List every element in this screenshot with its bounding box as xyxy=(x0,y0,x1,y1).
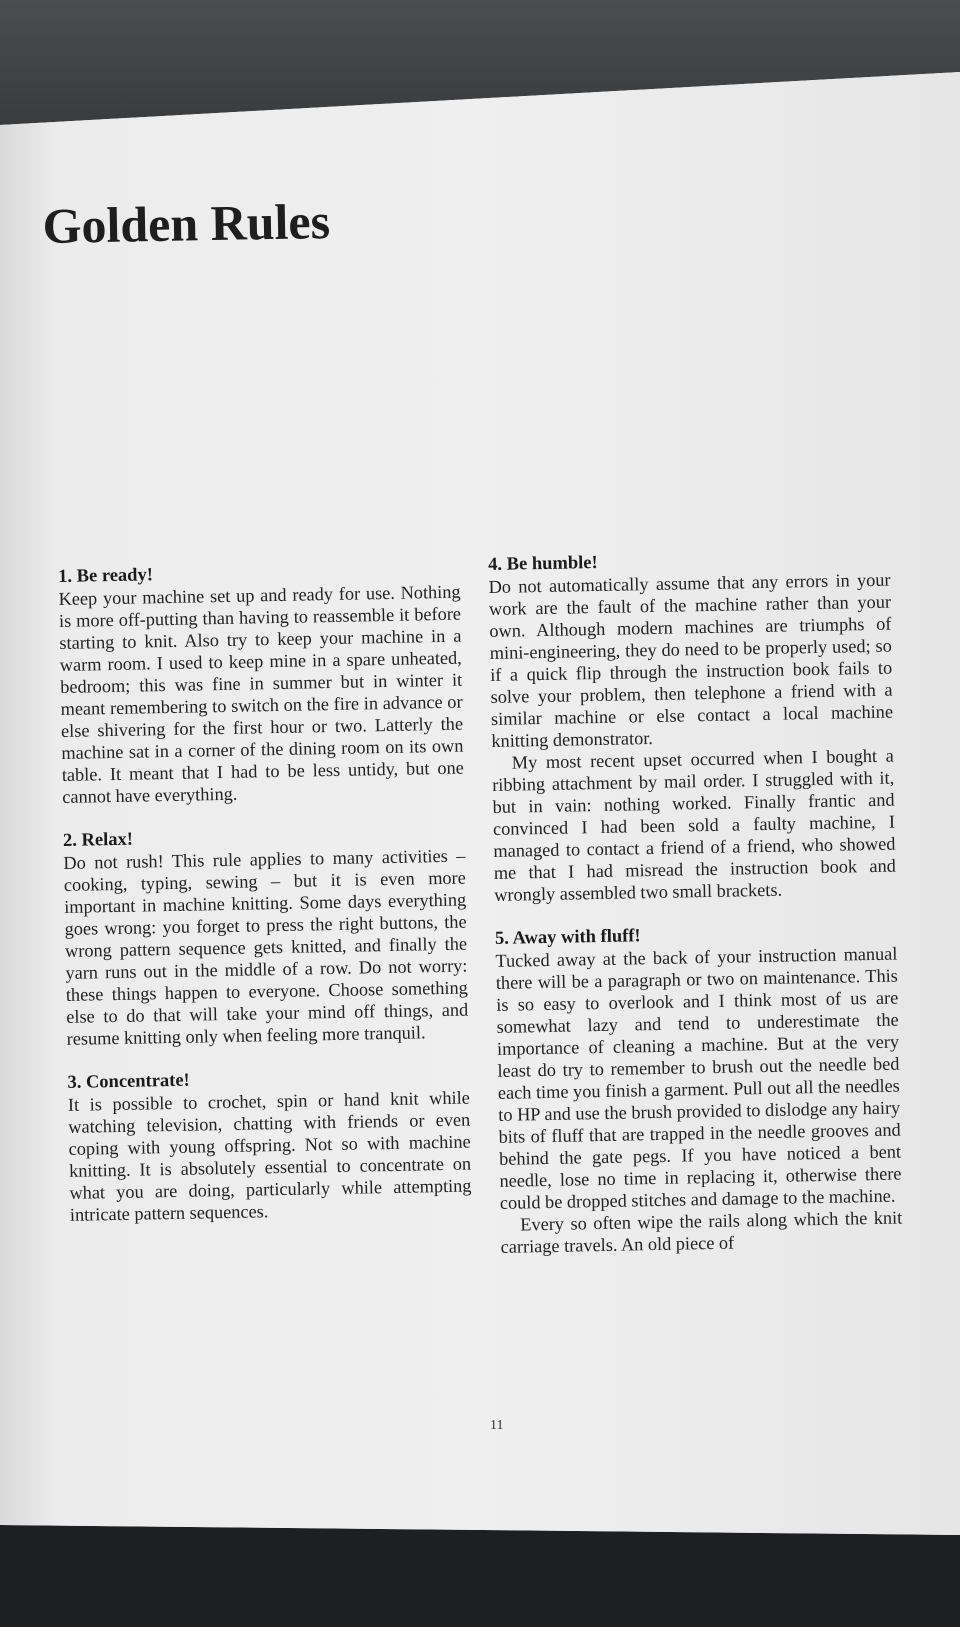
section-heading: 1. Be ready! xyxy=(58,565,154,587)
section-heading: 3. Concentrate! xyxy=(67,1070,190,1093)
left-column xyxy=(58,559,472,1246)
section-paragraph: Do not rush! This rule applies to many activities – cooking, typing, sewing – but it is even more important in machine knitting. Some days everything goes wrong: you forget to press the right buttons, the wrong pattern sequence gets knitted, and finally the yarn runs out in the middle of a row. Do not worry: these things happen to everyone. Choose something else to do that will take your mind off things, and resume knitting only when feeling more tranquil. xyxy=(63,845,469,1049)
section-paragraph: Do not automatically assume that any errors in your work are the fault of the machine rather than your own. Although modern machines are triumphs of mini-engineering, they do need to be properly used; so if a quick flip through the instruction book fails to solve your problem, then telephone a friend with a similar machine or else contact a local machine knitting demonstrator. xyxy=(488,569,894,751)
section-be-humble xyxy=(488,547,896,906)
section-heading: 4. Be humble! xyxy=(488,552,598,575)
page-number: 11 xyxy=(490,1418,504,1433)
page-title: Golden Rules xyxy=(42,192,331,254)
section-paragraph: My most recent upset occurred when I bought a ribbing attachment by mail order. I struggled with it, but in vain: nothing worked. Finally frantic and convinced I had been sold a faulty machine, I managed to contact a friend of a friend, who showed me that I had misread the instruction book and wrongly assembled two small brackets. xyxy=(492,745,896,905)
section-relax xyxy=(63,823,469,1050)
right-column xyxy=(488,547,903,1278)
section-away-with-fluff xyxy=(495,921,903,1258)
section-heading: 5. Away with fluff! xyxy=(494,926,641,949)
section-paragraph: It is possible to crochet, spin or hand knit while watching television, chatting with friends or even coping with young offspring. Not so with machine knitting. It is absolutely essential to concentrate on what you are doing, particularly while attempting intricate pattern sequences. xyxy=(67,1087,472,1225)
section-be-ready xyxy=(58,559,464,808)
section-paragraph: Every so often wipe the rails along which the knit carriage travels. An old piece of xyxy=(500,1207,903,1257)
section-heading: 2. Relax! xyxy=(62,829,134,851)
section-concentrate xyxy=(67,1065,472,1226)
section-paragraph: Keep your machine set up and ready for use. Nothing is more off-putting than having to reassemble it before starting to knit. Also try to keep your machine in a warm room. I used to keep mine in a spare unheated, bedroom; this was fine in summer but in winter it meant remembering to switch on the fire in advance or else shivering for the first hour or two. Latterly the machine sat in a corner of the dining room on its own table. It meant that I had to be less untidy, but one cannot have everything. xyxy=(58,581,464,807)
section-paragraph: Tucked away at the back of your instruction manual there will be a paragraph or two on maintenance. This is so easy to overlook and I think most of us are somewhat lazy and tend to underestimate the importance of cleaning a machine. But at the very least do try to remember to brush out the needle bed each time you finish a garment. Pull out all the needles to HP and use the brush provided to dislodge any hairy bits of fluff that are trapped in the needle grooves and behind the gate pegs. If you have noticed a bent needle, lose no time in replacing it, otherwise there could be dropped stitches and damage to the machine. xyxy=(495,943,902,1213)
